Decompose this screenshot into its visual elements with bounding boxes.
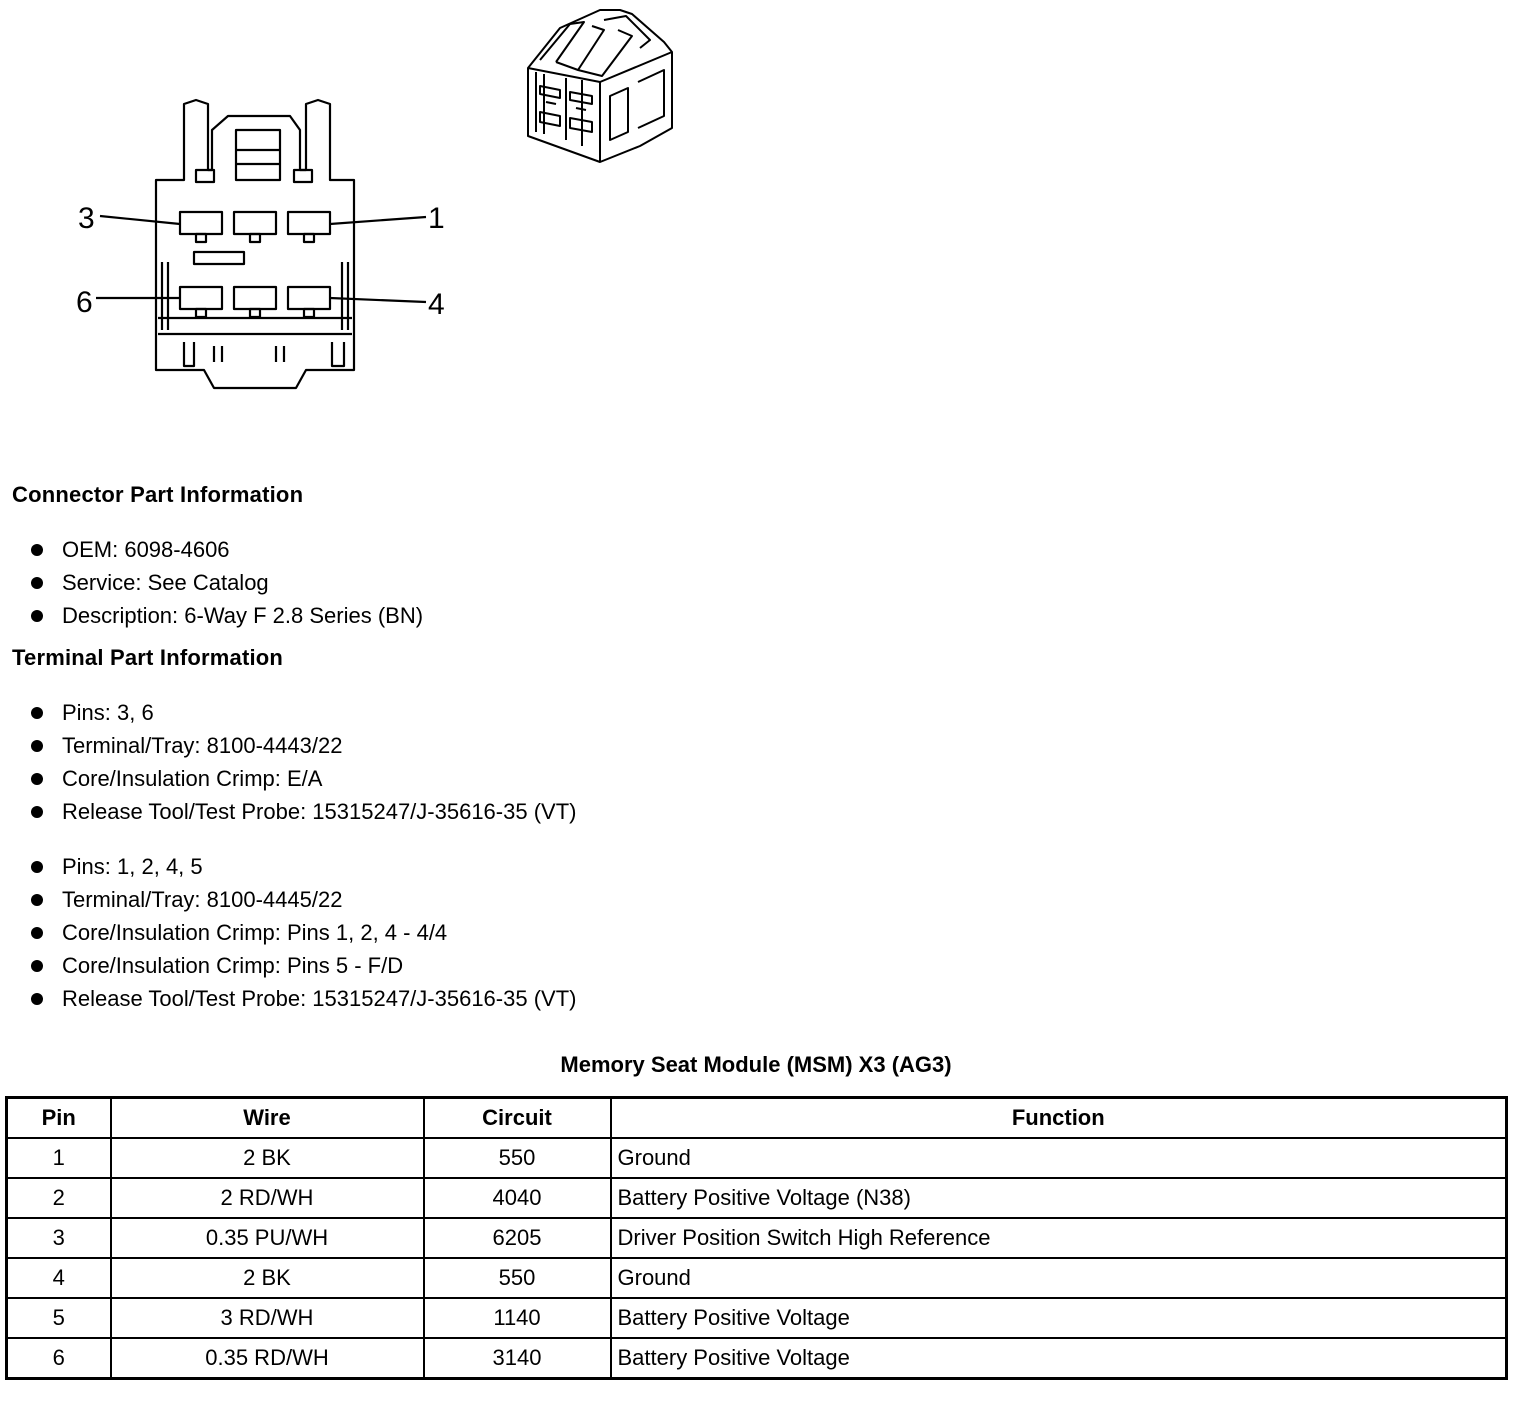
pin-label-4: 4 (428, 288, 445, 321)
function-cell: Driver Position Switch High Reference (611, 1218, 1507, 1258)
wire-cell: 3 RD/WH (111, 1298, 424, 1338)
cavity-1 (288, 212, 330, 234)
list-item: Core/Insulation Crimp: Pins 5 - F/D (28, 949, 576, 982)
pin-label-3: 3 (78, 202, 95, 235)
pin-cell: 1 (7, 1138, 111, 1178)
pin-label-6: 6 (76, 286, 93, 319)
column-header-circuit: Circuit (424, 1098, 611, 1139)
bullet-icon (31, 610, 43, 622)
circuit-cell: 550 (424, 1258, 611, 1298)
circuit-cell: 6205 (424, 1218, 611, 1258)
wire-cell: 2 BK (111, 1258, 424, 1298)
bullet-icon (31, 993, 43, 1005)
table-row (7, 1298, 1507, 1338)
function-cell: Battery Positive Voltage (N38) (611, 1178, 1507, 1218)
bullet-icon (31, 861, 43, 873)
list-item: Service: See Catalog (28, 566, 423, 599)
column-header-function: Function (611, 1098, 1507, 1139)
column-header-wire: Wire (111, 1098, 424, 1139)
column-header-pin: Pin (7, 1098, 111, 1139)
terminal-part-info-list-1 (28, 696, 576, 828)
pin-cell: 3 (7, 1218, 111, 1258)
function-cell: Ground (611, 1138, 1507, 1178)
bullet-icon (31, 577, 43, 589)
cavity-5 (234, 287, 276, 309)
connector-part-info-list (28, 533, 423, 632)
table-row (7, 1338, 1507, 1379)
list-item: Description: 6-Way F 2.8 Series (BN) (28, 599, 423, 632)
table-row (7, 1138, 1507, 1178)
cavity-2 (234, 212, 276, 234)
pin-cell: 6 (7, 1338, 111, 1379)
list-item: Terminal/Tray: 8100-4445/22 (28, 883, 576, 916)
list-item: Release Tool/Test Probe: 15315247/J-35616-35 (VT) (28, 795, 576, 828)
connector-isometric-view (528, 10, 672, 162)
table-row (7, 1178, 1507, 1218)
list-item: Core/Insulation Crimp: E/A (28, 762, 576, 795)
list-item: OEM: 6098-4606 (28, 533, 423, 566)
pin-cell: 4 (7, 1258, 111, 1298)
bullet-icon (31, 894, 43, 906)
bullet-icon (31, 740, 43, 752)
terminal-part-info-heading: Terminal Part Information (12, 645, 284, 670)
table-title: Memory Seat Module (MSM) X3 (AG3) (560, 1052, 952, 1077)
list-item: Core/Insulation Crimp: Pins 1, 2, 4 - 4/4 (28, 916, 576, 949)
cavity-3 (180, 212, 222, 234)
wire-cell: 0.35 RD/WH (111, 1338, 424, 1379)
circuit-cell: 4040 (424, 1178, 611, 1218)
table-row (7, 1218, 1507, 1258)
wire-cell: 2 BK (111, 1138, 424, 1178)
bullet-icon (31, 773, 43, 785)
pin-label-1: 1 (428, 202, 445, 235)
terminal-part-info-list-2 (28, 850, 576, 1015)
list-item: Pins: 3, 6 (28, 696, 576, 729)
circuit-cell: 1140 (424, 1298, 611, 1338)
function-cell: Ground (611, 1258, 1507, 1298)
list-item: Pins: 1, 2, 4, 5 (28, 850, 576, 883)
bullet-icon (31, 544, 43, 556)
pin-cell: 5 (7, 1298, 111, 1338)
wire-cell: 0.35 PU/WH (111, 1218, 424, 1258)
bullet-icon (31, 806, 43, 818)
connector-housing (156, 100, 354, 388)
connector-diagram (0, 0, 700, 420)
function-cell: Battery Positive Voltage (611, 1338, 1507, 1379)
cavity-4 (288, 287, 330, 309)
bullet-icon (31, 960, 43, 972)
function-cell: Battery Positive Voltage (611, 1298, 1507, 1338)
wire-cell: 2 RD/WH (111, 1178, 424, 1218)
list-item: Terminal/Tray: 8100-4443/22 (28, 729, 576, 762)
circuit-cell: 550 (424, 1138, 611, 1178)
circuit-cell: 3140 (424, 1338, 611, 1379)
list-item: Release Tool/Test Probe: 15315247/J-35616-35 (VT) (28, 982, 576, 1015)
table-row (7, 1258, 1507, 1298)
pinout-table (5, 1096, 1508, 1380)
table-header-row (7, 1098, 1507, 1139)
cavity-6 (180, 287, 222, 309)
pin-cell: 2 (7, 1178, 111, 1218)
bullet-icon (31, 927, 43, 939)
connector-part-info-heading: Connector Part Information (12, 482, 304, 507)
bullet-icon (31, 707, 43, 719)
